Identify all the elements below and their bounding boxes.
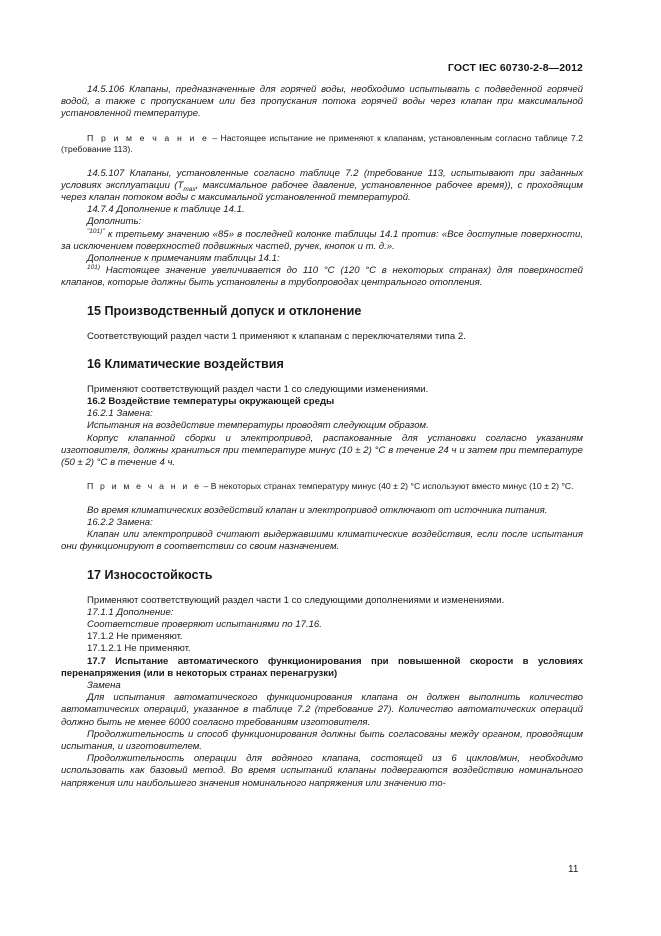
paragraph-17-ops: Для испытания автоматического функционирования клапана он должен выполнить количество автоматических операций, указанное в таблице 7.2 (требование 27). Количество автоматических операций должно быть не менее 6000 согласно требованиям изготовителя. xyxy=(61,692,583,728)
section-16-intro: Применяют соответствующий раздел части 1 со следующими изменениями. xyxy=(87,383,429,395)
note-16 xyxy=(61,481,583,493)
paragraph-17-1-1: 17.1.1 Дополнение: xyxy=(87,606,174,618)
paragraph-14-7-4: 14.7.4 Дополнение к таблице 14.1. xyxy=(87,204,245,216)
section-17-7-title: 17.7 Испытание автоматического функционирования при повышенной скорости в условиях перенапряжения (или в некоторых странах перенагрузки) xyxy=(61,655,583,679)
paragraph-17-water: Продолжительность операции для водяного клапана, состоящей из 6 циклов/мин, необходимо использовать как базовый метод. Во время испытаний клапаны подвергаются воздействию номинального напряжения или наибольшего значения номинального напряжения или значению то- xyxy=(61,753,583,789)
note-14-5-106 xyxy=(61,133,583,156)
paragraph-17-compliance: Соответствие проверяют испытаниями по 17.16. xyxy=(87,618,322,630)
section-16-title: 16 Климатические воздействия xyxy=(87,356,284,371)
section-15-title: 15 Производственный допуск и отклонение xyxy=(87,303,362,318)
section-15-text: Соответствующий раздел части 1 применяют к клапанам с переключателями типа 2. xyxy=(87,330,466,342)
paragraph-16-test: Испытания на воздействие температуры проводят следующим образом. xyxy=(87,420,429,432)
p107-after: , максимальное рабочее давление, установленное рабочее время)), с проходящим через клапан потоком воды с максимальной установленной температурой. xyxy=(61,179,583,204)
section-17-intro: Применяют соответствующий раздел части 1 со следующими дополнениями и изменениями. xyxy=(87,594,505,606)
paragraph-17-duration: Продолжительность и способ функционирования должны быть согласованы между органом, проводящим испытания, и изготовителем. xyxy=(61,728,583,753)
fn101-note-mark: 101) xyxy=(87,264,101,272)
standard-header: ГОСТ IEC 60730-2-8—2012 xyxy=(447,62,583,74)
paragraph-16-body: Корпус клапанной сборки и электропривод, распакованные для установки согласно указаниям изготовителя, должны храниться при температуре минус (10 ± 2) °С в течение 24 ч и затем при температуре (50 ± 2) °С в течение 4 ч. xyxy=(61,432,583,469)
paragraph-14-5-106: 14.5.106 Клапаны, предназначенные для горячей воды, необходимо испытывать с подведенной горячей водой, а также с пропусканием или без пропускания потока горячей воды через клапан при максимальной установленной температуре. xyxy=(61,84,583,120)
fn101-note-text: Настоящее значение увеличивается до 110 °С (120 °С в некоторых странах) для поверхностей клапанов, которые должны быть установлены в трубопроводах центрального отопления. xyxy=(61,265,583,289)
paragraph-17-replace: Замена xyxy=(87,680,121,691)
note16-label: П р и м е ч а н и е xyxy=(87,481,202,492)
fn101-mark: "101)" xyxy=(87,227,105,235)
paragraph-14-5-107 xyxy=(61,168,583,205)
note-label: П р и м е ч а н и е xyxy=(87,132,210,143)
paragraph-add: Дополнить: xyxy=(87,216,142,228)
p107-t: T xyxy=(177,179,184,191)
note-text: – Настоящее испытание не применяют к клапанам, установленным согласно таблице 7.2 (требование 113). xyxy=(61,132,583,155)
page-content xyxy=(61,84,583,790)
paragraph-16-2-1: 16.2.1 Замена: xyxy=(87,408,153,420)
fn101-text: к третьему значению «85» в последней колонке таблицы 14.1 против: «Все доступные поверхности, за исключением поверхностей подвижных частей, ручек, кнопок и т. д.». xyxy=(61,228,583,252)
paragraph-16-withstood: Клапан или электропривод считают выдержавшими климатические воздействия, если после испытания они функционируют в соответствии со своим назначением. xyxy=(61,529,583,553)
paragraph-17-1-2-1: 17.1.2.1 Не применяют. xyxy=(87,643,191,655)
paragraph-16-disconnect: Во время климатических воздействий клапан и электропривод отключают от источника питания. xyxy=(87,504,548,516)
paragraph-16-2-2: 16.2.2 Замена: xyxy=(87,516,153,528)
paragraph-fn101 xyxy=(61,229,583,253)
p107-before: 14.5.107 Клапаны, установленные согласно таблице 7.2 (требование 113, испытывают при заданных условиях эксплуатации ( xyxy=(61,167,583,191)
paragraph-fn101-note xyxy=(61,265,583,289)
section-16-2-title: 16.2 Воздействие температуры окружающей среды xyxy=(87,396,335,408)
page-number: 11 xyxy=(568,864,579,875)
paragraph-add-notes: Дополнение к примечаниям таблицы 14.1: xyxy=(87,253,280,265)
p107-sub: max xyxy=(183,185,196,193)
note16-text: – В некоторых странах температуру минус (40 ± 2) °С используют вместо минус (10 ± 2) °С. xyxy=(201,481,574,492)
section-17-title: 17 Износостойкость xyxy=(87,567,213,582)
paragraph-17-1-2: 17.1.2 Не применяют. xyxy=(87,631,183,643)
